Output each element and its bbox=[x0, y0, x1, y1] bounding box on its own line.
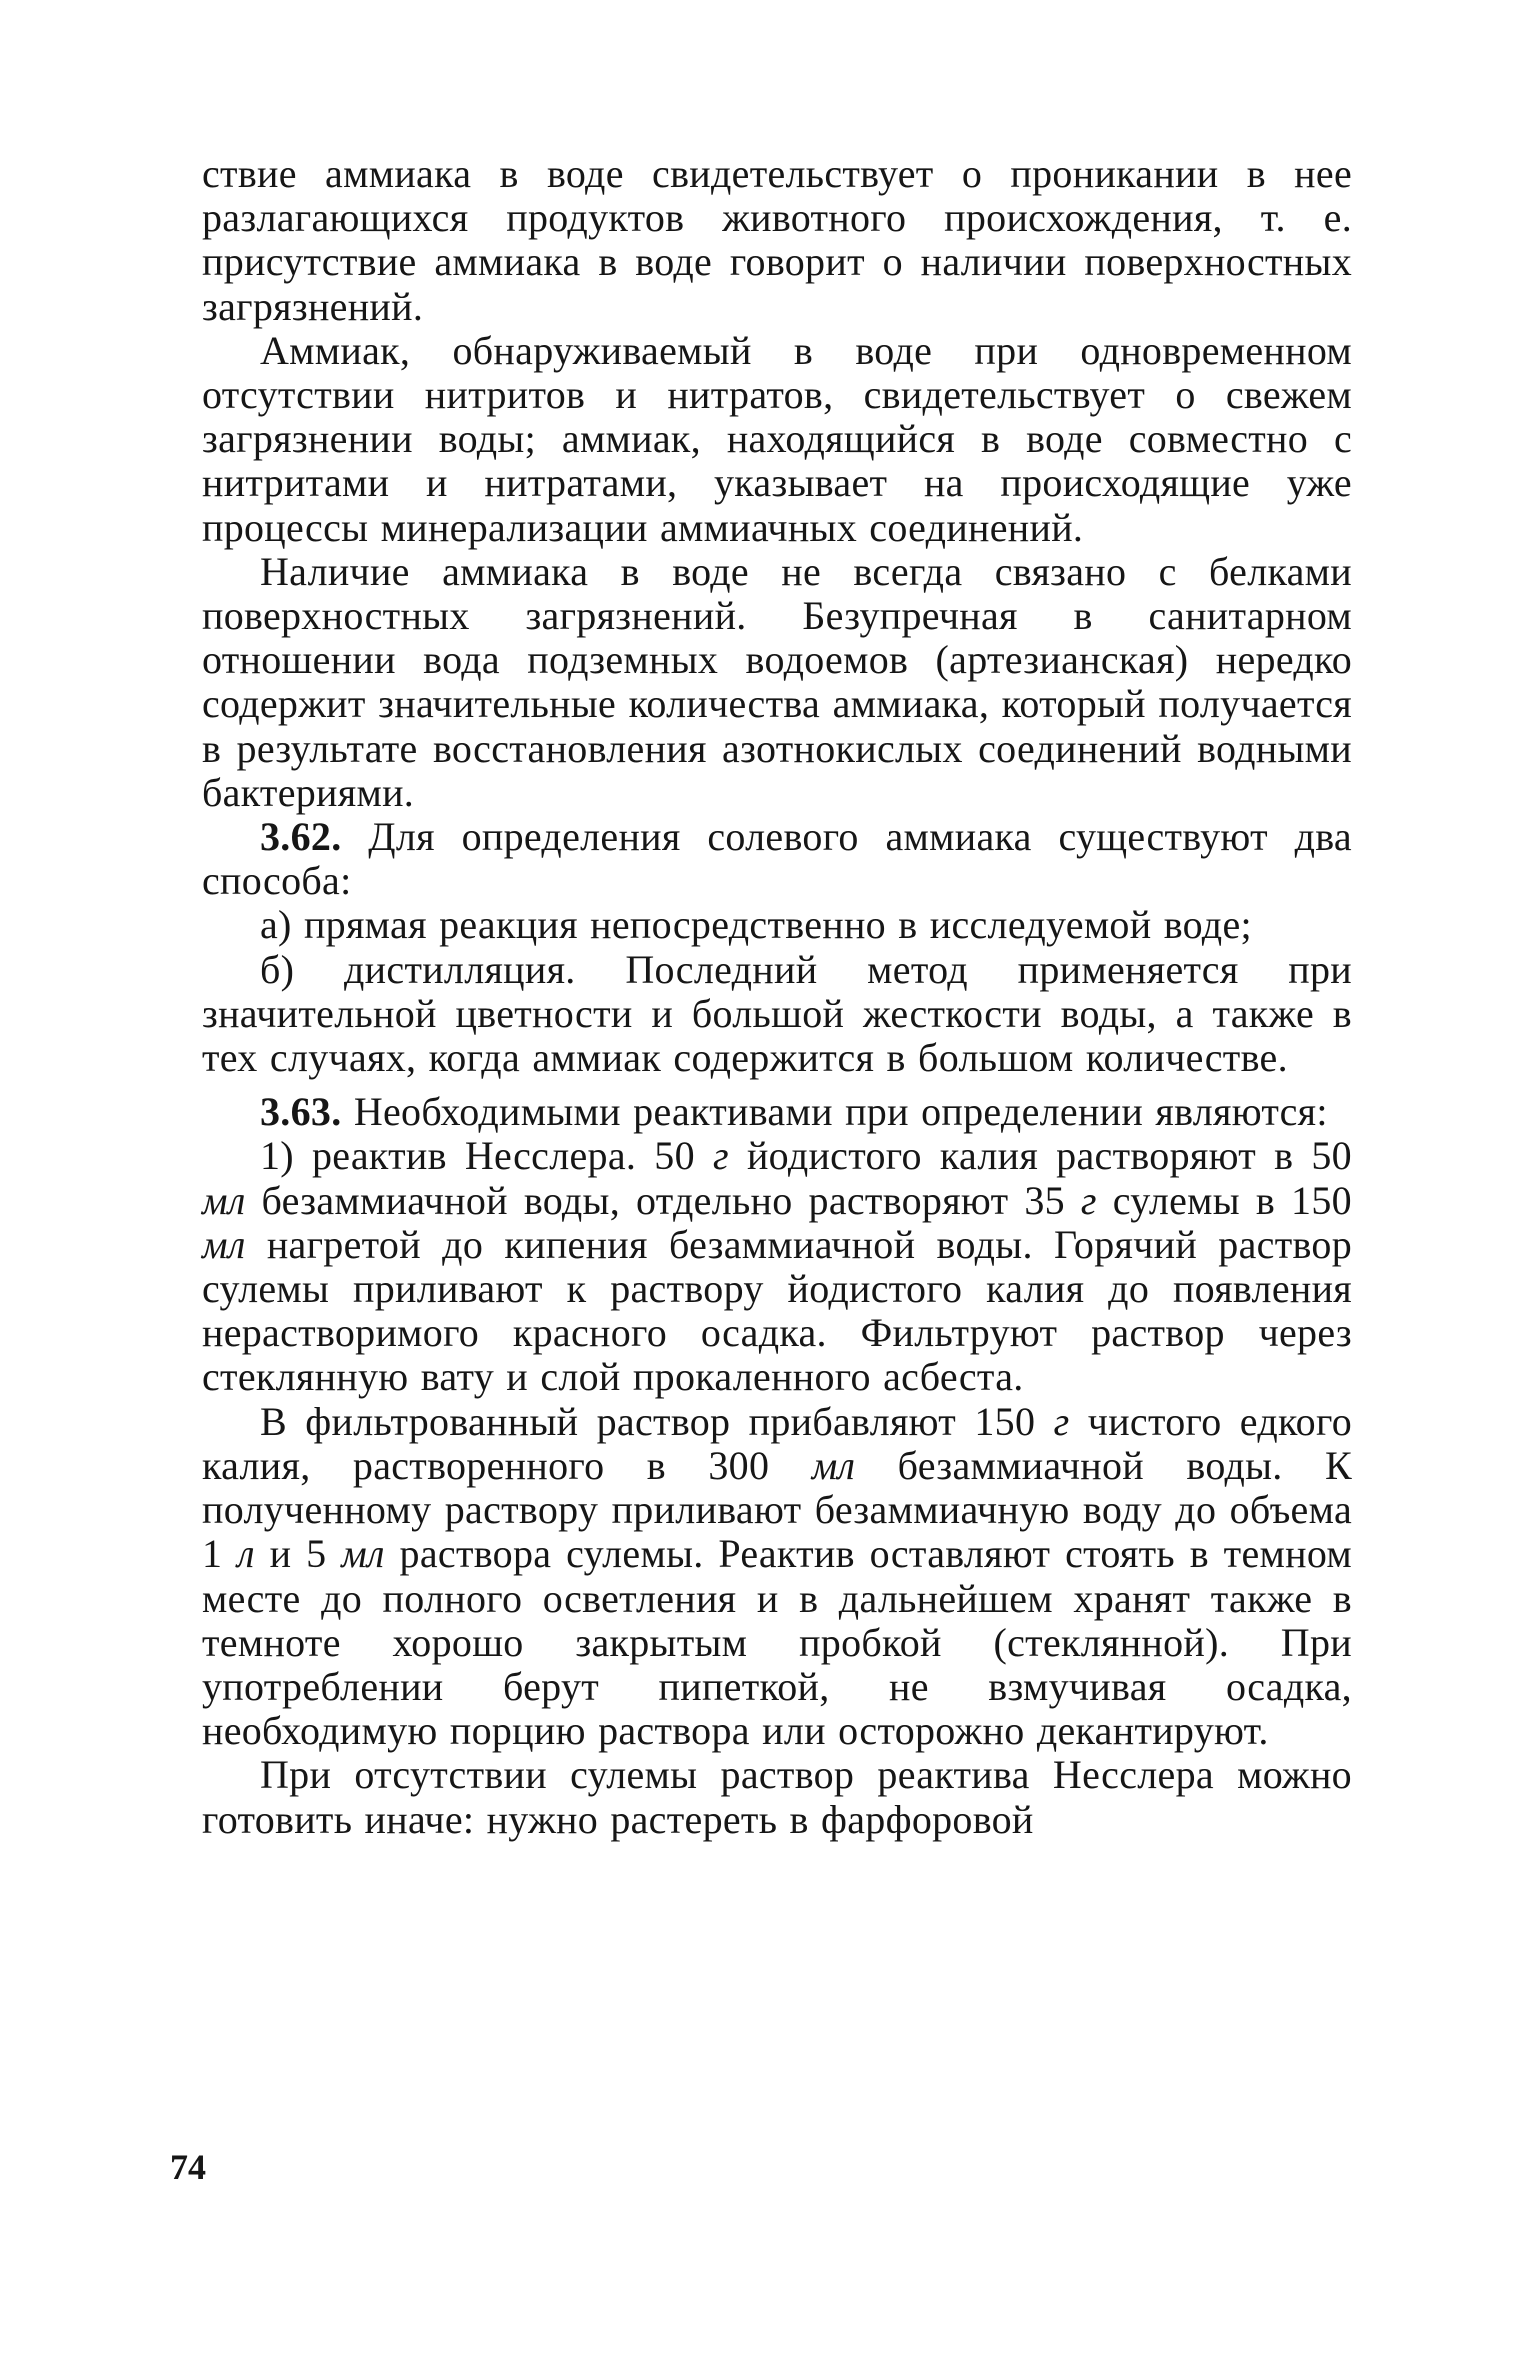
paragraph-artesian-water: Наличие аммиака в воде не всегда связано с белками поверхностных загрязнений. Безупречная в санитарном отношении вода подземных водоемов (артезианская) нередко содержит значительные количества аммиака, который получается в результате восстановления азотнокислых соединений водными бактериями. bbox=[202, 548, 1352, 815]
paragraph-filtered-solution bbox=[202, 1400, 1352, 1754]
text-run: раствора сулемы. Реактив оставляют стоять в темном месте до полного осветления и в дальнейшем хранят также в темноте хорошо закрытым пробкой (стеклянной). При употреблении берут пипеткой, не взмучивая осадка, необходимую порцию раствора или осторожно декантируют. bbox=[202, 1531, 1352, 1754]
section-3-63-text: Необходимыми реактивами при определении являются: bbox=[353, 1089, 1328, 1135]
unit-liter: л bbox=[237, 1531, 255, 1577]
unit-gram: г bbox=[1080, 1177, 1097, 1223]
paragraph-fresh-contamination: Аммиак, обнаруживаемый в воде при одновременном отсутствии нитритов и нитратов, свидетельствует о свежем загрязнении воды; аммиак, находящийся в воде совместно с нитритами и нитратами, указывает на происходящие уже процессы минерализации аммиачных соединений. bbox=[202, 327, 1352, 550]
text-run: сулемы в 150 bbox=[1112, 1177, 1352, 1223]
unit-ml: мл bbox=[341, 1531, 385, 1577]
text-run: йодистого калия растворяют в 50 bbox=[746, 1133, 1352, 1179]
paragraph-nessler-reagent bbox=[202, 1134, 1352, 1399]
unit-ml: мл bbox=[202, 1221, 246, 1267]
section-number-3-62: 3.62. bbox=[260, 814, 342, 860]
paragraph-section-3-63 bbox=[202, 1090, 1352, 1134]
paragraph-ammonia-origin: ствие аммиака в воде свидетельствует о проникании в нее разлагающихся продуктов животного происхождения, т. е. присутствие аммиака в воде говорит о наличии поверхностных загрязнений. bbox=[202, 151, 1352, 329]
text-run: безаммиачной воды, отдельно растворяют 35 bbox=[261, 1177, 1065, 1223]
text-run: и 5 bbox=[269, 1531, 327, 1577]
text-run: В фильтрованный раствор прибавляют 150 bbox=[260, 1398, 1036, 1444]
unit-gram: г bbox=[712, 1133, 729, 1179]
paragraph-section-3-62 bbox=[202, 815, 1352, 903]
list-item-direct-reaction: а) прямая реакция непосредственно в исследуемой воде; bbox=[260, 902, 1252, 948]
text-run: нагретой до кипения безаммиачной воды. Горячий раствор сулемы приливают к раствору йодистого калия до появления нерастворимого красного осадка. Фильтруют раствор через стеклянную вату и слой прокаленного асбеста. bbox=[202, 1221, 1352, 1400]
unit-ml: мл bbox=[811, 1442, 856, 1488]
unit-gram: г bbox=[1053, 1398, 1070, 1444]
page-body bbox=[202, 152, 1352, 1842]
text-run: безаммиачной воды. К полученному раствору приливают безаммиачную воду до объема 1 bbox=[202, 1442, 1352, 1577]
text-run: чистого едкого калия, растворенного в 300 bbox=[202, 1398, 1352, 1488]
section-3-62-text: Для определения солевого аммиака существуют два способа: bbox=[202, 814, 1352, 904]
unit-ml: мл bbox=[202, 1177, 246, 1223]
text-run: 1) реактив Несслера. 50 bbox=[260, 1133, 695, 1179]
list-item-distillation: б) дистилляция. Последний метод применяется при значительной цветности и большой жесткости воды, а также в тех случаях, когда аммиак содержится в большом количестве. bbox=[202, 946, 1352, 1081]
section-number-3-63: 3.63. bbox=[260, 1089, 342, 1135]
page-number: 74 bbox=[170, 2147, 206, 2187]
paragraph-alternative-preparation: При отсутствии сулемы раствор реактива Несслера можно готовить иначе: нужно растереть в фарфоровой bbox=[202, 1752, 1352, 1842]
